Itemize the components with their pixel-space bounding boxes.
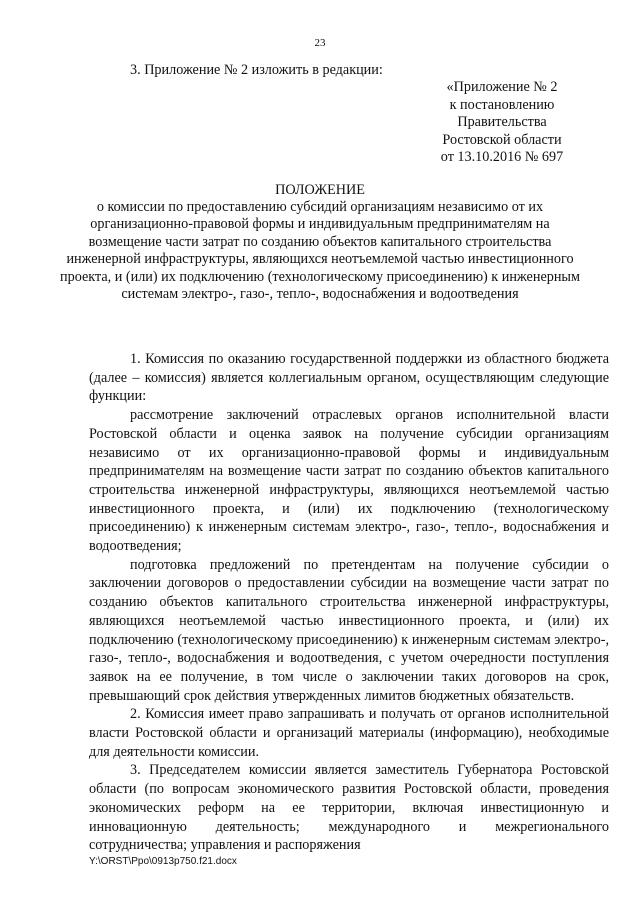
page-number: 23 (314, 37, 326, 49)
appendix-line: Правительства (457, 114, 547, 131)
document-body (89, 350, 609, 855)
paragraph: 2. Комиссия имеет право запрашивать и получать от органов исполнительной власти Ростовской области и организаций материалы (информацию), необходимые для деятельности комиссии. (89, 706, 609, 760)
paragraph: подготовка предложений по претендентам на получение субсидии о заключении договоров о предоставлении субсидии на возмещение части затрат по созданию объектов капитального строительства инженерной инфраструктуры, являющихся неотъемлемой частью инвестиционного проекта, и (или) их подключению (технологическому присоединению) к инженерным системам электро-, газо-, тепло-, водоснабжения и водоотведения, с учетом очередности поступления заявок на ее получение, в том числе о заключении таких договоров на срок, превышающий срок действия утвержденных лимитов бюджетных обязательств. (89, 556, 609, 704)
paragraph: 3. Председателем комиссии является заместитель Губернатора Ростовской области (по вопросам экономического развития Ростовской области, проведения экономических реформ на ее территории, включая инвестиционную и инновационную деятельность; международного и межрегионального сотрудничества; управления и распоряжения (89, 762, 609, 854)
title-subject: о комиссии по предоставлению субсидий организациям независимо от их организационно-правовой формы и индивидуальным предпринимателям на возмещение части затрат по созданию объектов капитального строительства инженерной инфраструктуры, являющихся неотъемлемой частью инвестиционного проекта, и (или) их подключению (технологическому присоединению) к инженерным системам электро-, газо-, тепло-, водоснабжения и водоотведения (60, 199, 580, 303)
document-title (0, 181, 640, 303)
intro-line: 3. Приложение № 2 изложить в редакции: (130, 62, 383, 78)
paragraph: рассмотрение заключений отраслевых органов исполнительной власти Ростовской области и оценка заявок на получение субсидии организациям независимо от их организационно-правовой формы и индивидуальным предпринимателям на возмещение части затрат по созданию объектов капитального строительства инженерной инфраструктуры, являющихся неотъемлемой частью инвестиционного проекта, и (или) их подключению (технологическому присоединению) к инженерным системам электро-, газо-, тепло-, водоснабжения и водоотведения; (89, 407, 609, 555)
title-heading: ПОЛОЖЕНИЕ (275, 182, 365, 198)
appendix-block (422, 79, 582, 167)
paragraph: 1. Комиссия по оказанию государственной поддержки из областного бюджета (далее – комиссия) является коллегиальным органом, осуществляющим следующие функции: (89, 351, 609, 405)
file-path-footer: Y:\ORST\Ppo\0913p750.f21.docx (89, 856, 237, 867)
appendix-line: от 13.10.2016 № 697 (440, 149, 564, 166)
appendix-line: к постановлению (449, 96, 555, 113)
appendix-line: «Приложение № 2 (446, 79, 558, 95)
appendix-line: Ростовской области (442, 131, 562, 148)
